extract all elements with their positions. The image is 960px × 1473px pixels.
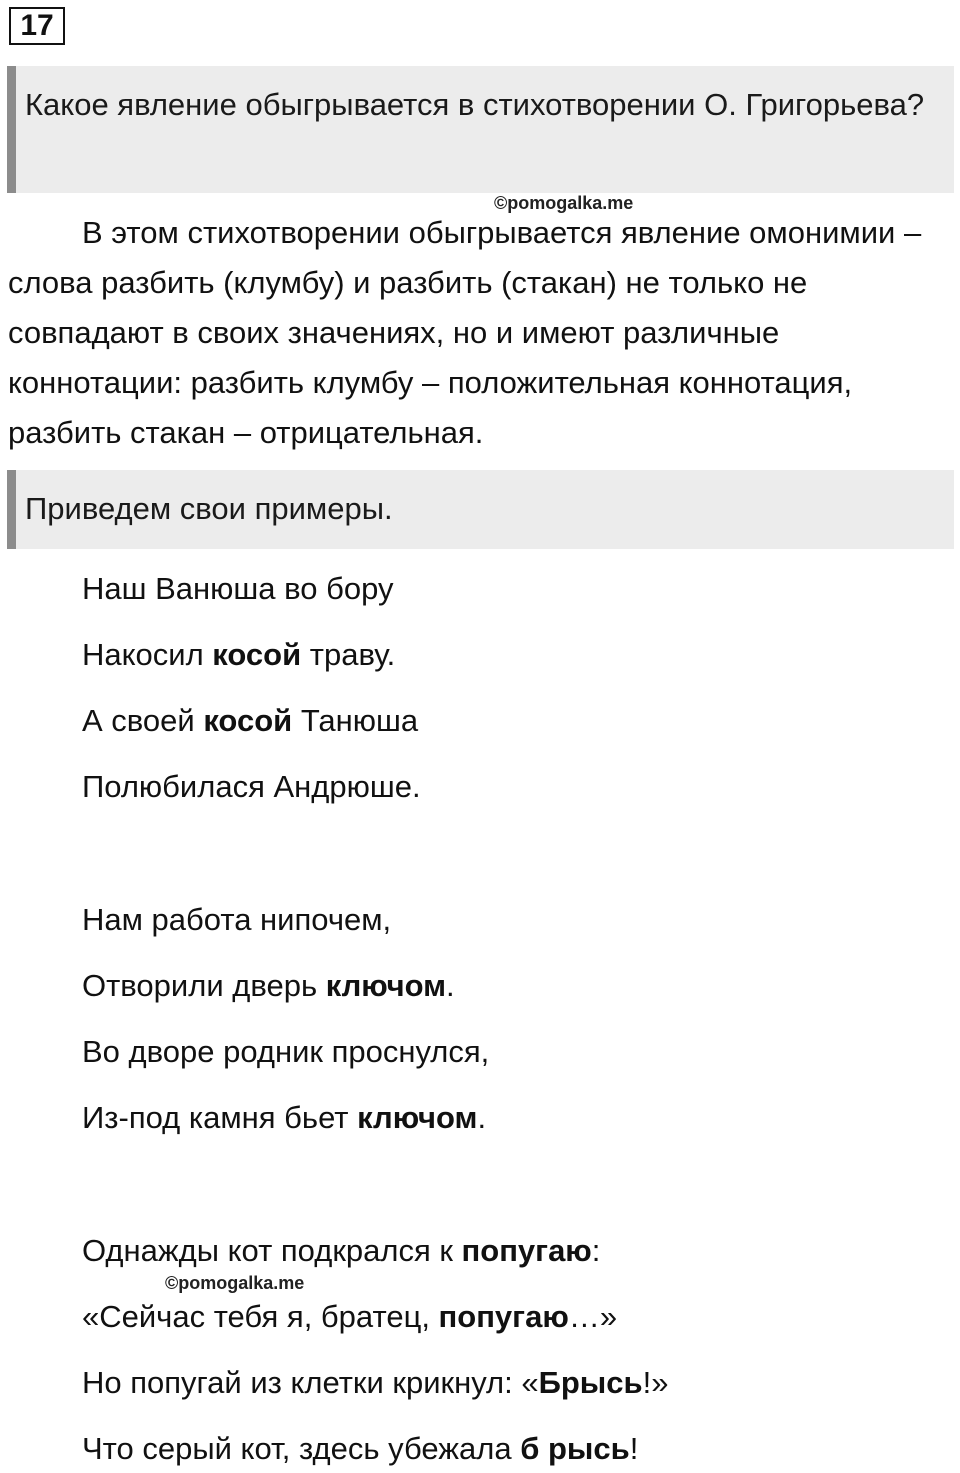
poem-2-line-2: Отворили дверь ключом. bbox=[82, 968, 455, 1003]
poem-3-line-4: Что серый кот, здесь убежала б рысь! bbox=[82, 1431, 639, 1466]
question-box bbox=[7, 66, 954, 193]
homonym-word: ключом bbox=[325, 968, 447, 1003]
watermark-bottom: ©pomogalka.me bbox=[165, 1273, 305, 1293]
answer-paragraph: В этом стихотворении обыгрывается явление омонимии – слова разбить (клумбу) и разбить (стакан) не только не совпадают в своих значениях, но и имеют различные коннотации: разбить клумбу – положительная коннотация, разбить стакан – отрицательная. bbox=[8, 215, 922, 450]
poem-1-line-4: Полюбилася Андрюше. bbox=[82, 769, 421, 804]
question-text: Какое явление обыгрывается в стихотворении О. Григорьева? bbox=[25, 87, 925, 122]
homonym-word: попугаю bbox=[461, 1233, 592, 1268]
poem-2-line-1: Нам работа нипочем, bbox=[82, 902, 392, 937]
poem-1-line-1: Наш Ванюша во бору bbox=[82, 571, 394, 606]
poem-3-line-1: Однажды кот подкрался к попугаю: bbox=[82, 1233, 601, 1268]
poem-1-line-2: Накосил косой траву. bbox=[82, 637, 396, 672]
examples-heading: Приведем свои примеры. bbox=[25, 491, 393, 526]
task-number: 17 bbox=[20, 9, 54, 42]
homonym-word: косой bbox=[203, 703, 293, 738]
homonym-word: косой bbox=[212, 637, 302, 672]
homonym-word: б рысь bbox=[520, 1431, 630, 1466]
poem-2-line-4: Из-под камня бьет ключом. bbox=[82, 1100, 487, 1135]
poem-3-line-3: Но попугай из клетки крикнул: «Брысь!» bbox=[82, 1365, 669, 1400]
homonym-word: Брысь bbox=[538, 1365, 643, 1400]
examples-heading-box bbox=[7, 470, 954, 549]
homonym-word: попугаю bbox=[438, 1299, 569, 1334]
task-number-box bbox=[9, 7, 65, 45]
watermark-top: ©pomogalka.me bbox=[494, 193, 634, 213]
homonym-word: ключом bbox=[357, 1100, 478, 1135]
poem-2-line-3: Во дворе родник проснулся, bbox=[82, 1034, 490, 1069]
poem-3-line-2: «Сейчас тебя я, братец, попугаю…» bbox=[82, 1299, 618, 1334]
poem-1-line-3: А своей косой Танюша bbox=[82, 703, 419, 738]
